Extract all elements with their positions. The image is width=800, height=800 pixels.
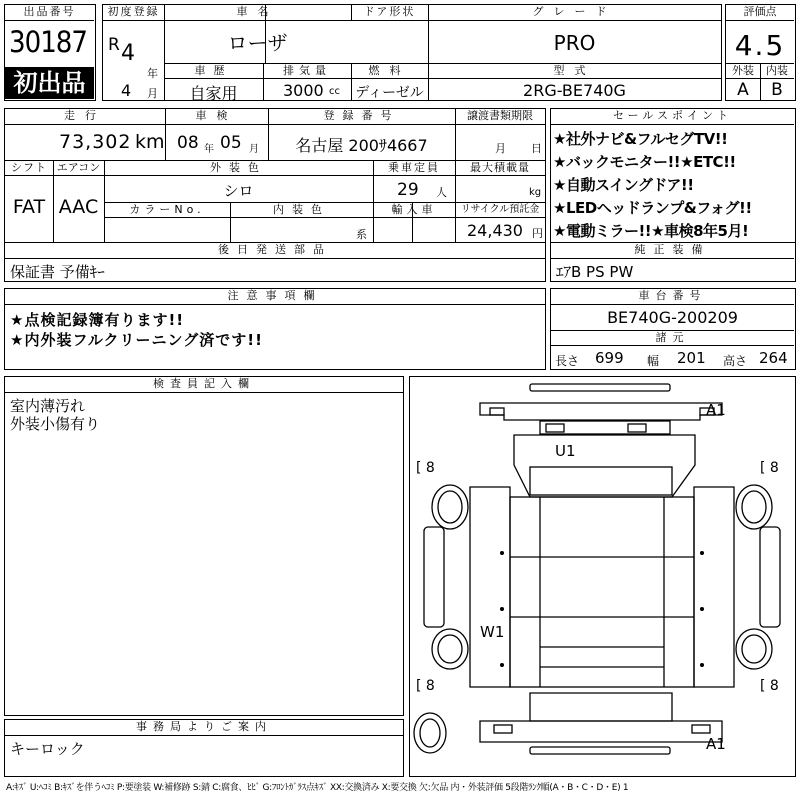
mileage-unit: km [135, 131, 165, 153]
notes-line-2: ★内外装フルクリーニング済です!! [10, 331, 263, 349]
history-label: 車歴 [194, 64, 233, 77]
later-parts-label: 後日発送部品 [218, 243, 332, 256]
sales-points-box [550, 108, 796, 243]
model-type-label: 型式 [553, 64, 596, 77]
sales-point-1: ★社外ナビ&フルセグTV!! [553, 130, 728, 148]
first-reg-year: 4 [121, 41, 135, 66]
chassis-value: BE740G-200209 [607, 308, 738, 327]
fuel-value: ディーゼル [355, 85, 424, 101]
aircon-value: AAC [58, 196, 99, 218]
recycle-label: リサイクル預託金 [460, 204, 540, 215]
vehicle-diagram-box [409, 376, 796, 777]
mark-rear: A1 [706, 735, 726, 753]
inspector-line-2: 外装小傷有り [10, 415, 101, 433]
transfer-deadline-label: 譲渡書類期限 [467, 109, 533, 122]
notes-box [4, 288, 546, 370]
model-type-value: 2RG-BE740G [523, 81, 626, 100]
inspector-line-1: 室内薄汚れ [10, 397, 86, 415]
sales-point-2: ★バックモニター!!★ETC!! [553, 153, 736, 171]
equipment-box [550, 242, 796, 282]
inspection-label: 車検 [195, 109, 238, 122]
first-reg-month: 4 [121, 81, 132, 100]
first-listing-badge: 初出品 [5, 67, 94, 99]
exterior-color-value: シロ [223, 182, 254, 200]
mark-front: A1 [706, 401, 726, 419]
capacity-unit: 人 [436, 186, 447, 199]
capacity-value: 29 [397, 180, 419, 200]
shift-value: FAT [12, 196, 46, 218]
recycle-value: 24,430 [467, 221, 523, 240]
notes-label: 注意事項欄 [227, 289, 323, 302]
car-name-value: ローザ [227, 31, 288, 55]
notes-line-1: ★点検記録簿有ります!! [10, 311, 185, 329]
tire-mark-front-left: [ 8 [416, 460, 435, 476]
office-label: 事務局よりご案内 [136, 720, 272, 733]
spec-table [4, 108, 546, 243]
tire-mark-rear-right: [ 8 [760, 678, 779, 694]
height-label: 高さ [723, 354, 748, 368]
first-reg-year-unit: 年 [147, 67, 158, 80]
ext-rating-value: A [737, 80, 749, 100]
capacity-label: 乗車定員 [388, 161, 440, 174]
sales-point-3: ★自動スイングドア!! [553, 176, 694, 194]
transfer-month-unit: 月 [495, 142, 506, 155]
mileage-value: 73,302 [59, 131, 132, 153]
inspection-year-unit: 年 [204, 144, 214, 155]
first-reg-label: 初度登録 [107, 5, 160, 18]
shift-label: シフト [11, 161, 47, 174]
inspector-box [4, 376, 404, 716]
rating-label: 評価点 [743, 5, 777, 18]
lot-number: 30187 [9, 25, 87, 59]
plate-value: 名古屋 200ｻ4667 [295, 136, 428, 155]
legend-text: A:ｷｽﾞ U:ﾍｺﾐ B:ｷｽﾞを伴うﾍｺﾐ P:要塗装 W:補修跡 S:錆 C:腐食、ﾋﾋﾞ G:ﾌﾛﾝﾄｶﾞﾗｽ点ｷｽﾞ XX:交換済み X:要交換 欠:欠品 内・外装評価 5段階ﾗﾝｸ順(A・B・C・D・E) 1 [6, 783, 629, 793]
exterior-color-label: 外装色 [210, 161, 267, 174]
equipment-value: ｴｱB PS PW [556, 263, 634, 281]
equipment-label: 純正装備 [634, 243, 711, 256]
width-value: 201 [677, 349, 706, 367]
displacement-unit: cc [329, 86, 340, 97]
aircon-label: エアコン [56, 161, 101, 174]
inspection-month-unit: 月 [249, 144, 259, 155]
sales-points-label: セールスポイント [612, 109, 732, 122]
tire-mark-front-right: [ 8 [760, 460, 779, 476]
grade-value: PRO [553, 31, 596, 55]
transfer-day-unit: 日 [531, 142, 542, 155]
tire-mark-rear-left: [ 8 [416, 678, 435, 694]
sales-point-5: ★電動ミラー!!★車検8年5月! [553, 222, 749, 240]
inspection-year: 08 [177, 133, 199, 153]
door-label: ドア形状 [363, 5, 416, 18]
displacement-label: 排気量 [283, 64, 331, 77]
recycle-unit: 円 [532, 227, 543, 240]
history-value: 自家用 [189, 84, 238, 103]
inspection-month: 05 [220, 133, 242, 153]
displacement-value: 3000 [283, 81, 324, 100]
lot-label: 出品番号 [23, 5, 76, 18]
max-load-unit: kg [529, 187, 542, 198]
plate-label: 登録番号 [323, 109, 400, 122]
later-parts-value: 保証書 予備ｷｰ [10, 263, 105, 281]
int-rating-label: 内装 [766, 64, 788, 77]
mileage-label: 走行 [64, 109, 106, 122]
int-rating-value: B [771, 80, 783, 100]
rating-value: 4.5 [734, 29, 786, 62]
ext-rating-label: 外装 [732, 64, 754, 77]
mark-wheel: W1 [480, 623, 505, 641]
mark-windshield: U1 [555, 442, 576, 460]
inspector-label: 検査員記入欄 [153, 377, 255, 390]
length-value: 699 [595, 349, 624, 367]
fuel-label: 燃料 [368, 64, 411, 77]
vehicle-diagram [410, 377, 794, 775]
interior-color-label: 内装色 [273, 203, 330, 216]
color-no-label: カラーNo. [129, 203, 205, 216]
chassis-label: 車台番号 [638, 289, 707, 302]
dimensions-label: 諸元 [655, 331, 690, 344]
interior-color-suffix: 系 [356, 228, 367, 241]
office-value: キーロック [10, 740, 85, 758]
sales-point-4: ★LEDヘッドランプ&フォグ!! [553, 199, 752, 217]
width-label: 幅 [647, 354, 660, 368]
first-reg-month-unit: 月 [147, 87, 158, 100]
car-name-label: 車名 [236, 5, 279, 18]
chassis-box [550, 288, 796, 370]
rating-box [725, 4, 796, 101]
grade-label: グレード [532, 5, 617, 18]
height-value: 264 [759, 349, 788, 367]
vehicle-header-box [102, 4, 722, 101]
length-label: 長さ [555, 354, 580, 368]
first-reg-era: R [108, 35, 120, 55]
lot-box [4, 4, 96, 101]
later-parts-box [4, 242, 546, 282]
import-car-label: 輸入車 [391, 203, 437, 216]
max-load-label: 最大積載量 [470, 161, 530, 174]
office-box [4, 719, 404, 777]
